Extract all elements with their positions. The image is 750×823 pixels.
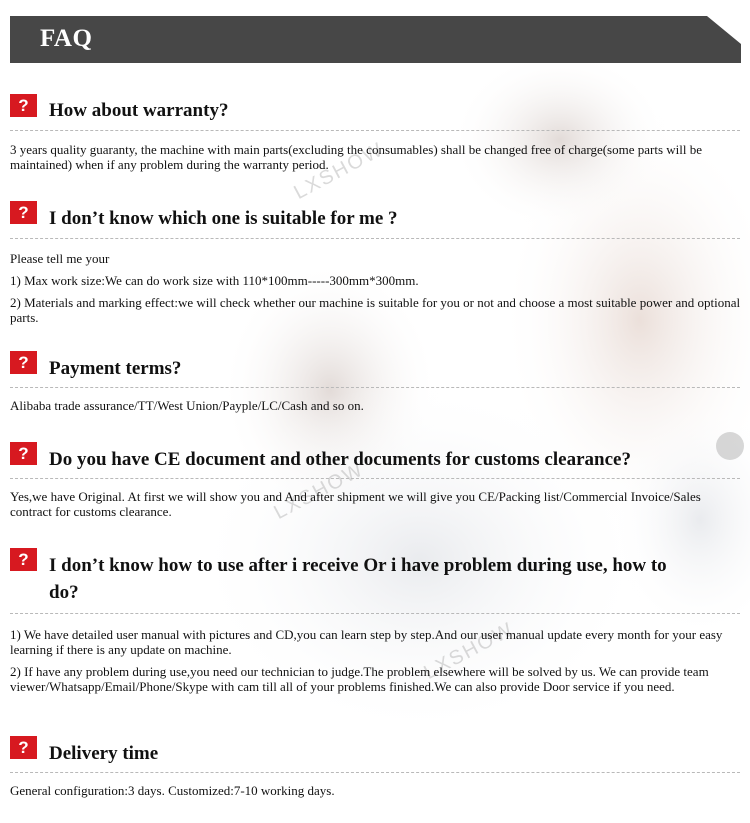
question-mark-icon: ? — [10, 94, 37, 117]
divider — [10, 387, 740, 388]
divider — [10, 238, 740, 239]
divider — [10, 613, 740, 614]
question-mark-icon: ? — [10, 351, 37, 374]
faq-question: I don’t know how to use after i receive Or i have problem during use, how to do? — [49, 555, 667, 603]
faq-question: Do you have CE document and other documents for customs clearance? — [49, 449, 631, 470]
watermark: LXSHOW — [270, 458, 368, 524]
question-mark-icon: ? — [10, 736, 37, 759]
divider — [10, 478, 740, 479]
question-mark-icon: ? — [10, 548, 37, 571]
question-mark-icon: ? — [10, 442, 37, 465]
faq-answer: 3 years quality guaranty, the machine with main parts(excluding the consumables) shall be changed free of charge(some parts will be maintained) when if any problem during the warranty period. — [10, 142, 703, 172]
divider — [10, 130, 740, 131]
faq-answer: 1) Max work size:We can do work size with 110*100mm-----300mm*300mm. — [10, 273, 419, 288]
watermark: LXSHOW — [290, 138, 388, 204]
faq-question: Delivery time — [49, 743, 159, 764]
faq-question: I don’t know which one is suitable for me ? — [49, 208, 398, 229]
divider — [10, 772, 740, 773]
faq-question: How about warranty? — [49, 100, 229, 121]
faq-header-bar — [10, 16, 741, 63]
faq-answer: Alibaba trade assurance/TT/West Union/Payple/LC/Cash and so on. — [10, 398, 364, 413]
question-mark-icon: ? — [10, 201, 37, 224]
faq-answer: 1) We have detailed user manual with pictures and CD,you can learn step by step.And our user manual update every month for your easy learning if there is any update on machine. — [10, 627, 723, 657]
faq-answer: 2) Materials and marking effect:we will check whether our machine is suitable for you or not and choose a most suitable power and optional parts. — [10, 295, 741, 325]
faq-answer: 2) If have any problem during use,you need our technician to judge.The problem elsewhere will be solved by us. We can provide team viewer/Whatsapp/Email/Phone/Skype with cam till all of your problems finished.We can also provide Door service if you need. — [10, 664, 709, 694]
faq-answer: Please tell me your — [10, 251, 110, 266]
faq-question: Payment terms? — [49, 358, 182, 379]
faq-answer: Yes,we have Original. At first we will show you and And after shipment we will give you CE/Packing list/Commercial Invoice/Sales contract for customs clearance. — [10, 489, 701, 519]
page-title: FAQ — [40, 25, 93, 52]
watermark: LXSHOW — [420, 618, 518, 684]
faq-answer: General configuration:3 days. Customized:7-10 working days. — [10, 783, 335, 798]
